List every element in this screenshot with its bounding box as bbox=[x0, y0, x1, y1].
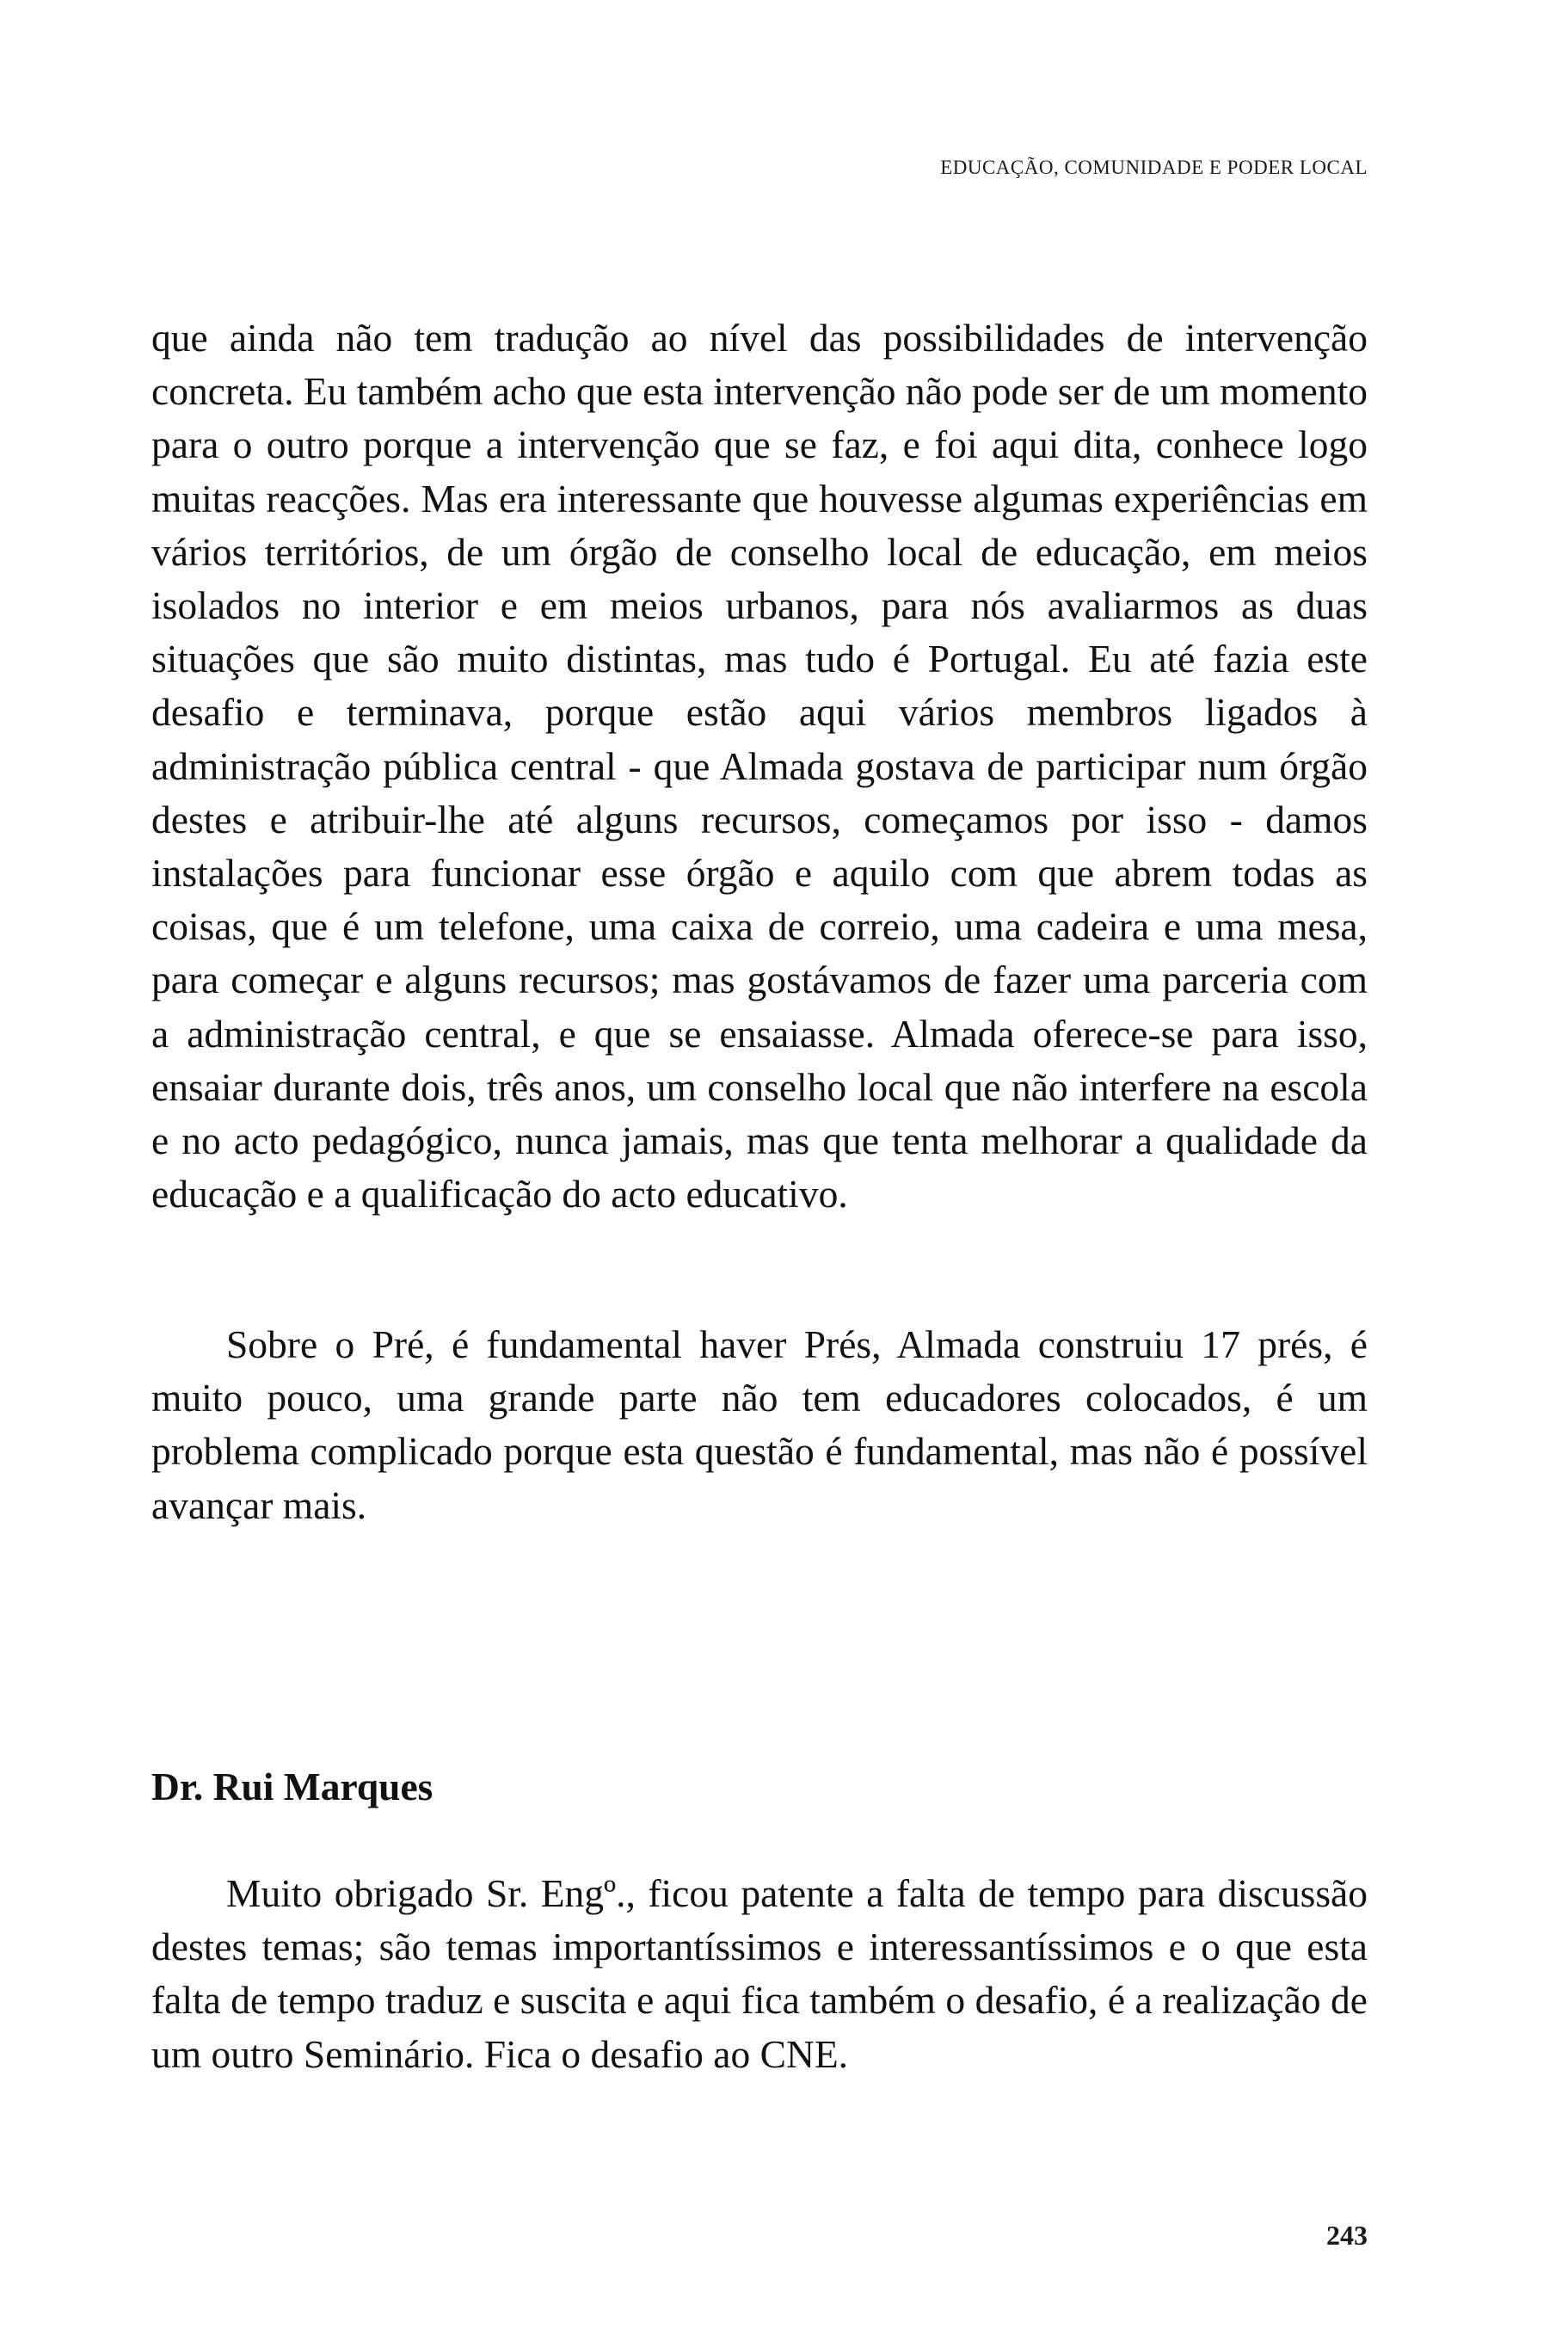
paragraph-text: Sobre o Pré, é fundamental haver Prés, Almada construiu 17 prés, é muito pouco, uma grande parte não tem educadores colocados, é um problema complicado porque esta questão é fundamental, mas não é possível avançar mais. bbox=[151, 1322, 1368, 1527]
body-paragraph bbox=[151, 311, 1368, 1221]
speaker-heading bbox=[151, 1760, 1368, 1814]
body-paragraph bbox=[151, 1318, 1368, 1532]
speaker-name: Dr. Rui Marques bbox=[151, 1765, 434, 1808]
page-number: 243 bbox=[1326, 2220, 1368, 2251]
body-paragraph bbox=[151, 1867, 1368, 2081]
paragraph-text: que ainda não tem tradução ao nível das possibilidades de intervenção concreta. Eu também acho que esta intervenção não pode ser de um momento para o outro porque a intervenção que se faz, e foi aqui dita, conhece logo muitas reacções. Mas era interessante que houvesse algumas experiências em vários territórios, de um órgão de conselho local de educação, em meios isolados no interior e em meios urbanos, para nós avaliarmos as duas situações que são muito distintas, mas tudo é Portugal. Eu até fazia este desafio e terminava, porque estão aqui vários membros ligados à administração pública central - que Almada gostava de participar num órgão destes e atribuir-lhe até alguns recursos, começamos por isso - damos instalações para funcionar esse órgão e aquilo com que abrem todas as coisas, que é um telefone, uma caixa de correio, uma cadeira e uma mesa, para começar e alguns recursos; mas gostávamos de fazer uma parceria com a administração central, e que se ensaiasse. Almada oferece-se para isso, ensaiar durante dois, três anos, um conselho local que não interfere na escola e no acto pedagógico, nunca jamais, mas que tenta melhorar a qualidade da educação e a qualificação do acto educativo. bbox=[151, 316, 1368, 1217]
paragraph-text: Muito obrigado Sr. Engº., ficou patente a falta de tempo para discussão destes temas; são temas importantíssimos e interessantíssimos e o que esta falta de tempo traduz e suscita e aqui fica também o desafio, é a realização de um outro Seminário. Fica o desafio ao CNE. bbox=[151, 1871, 1368, 2076]
running-header: EDUCAÇÃO, COMUNIDADE E PODER LOCAL bbox=[940, 157, 1368, 178]
